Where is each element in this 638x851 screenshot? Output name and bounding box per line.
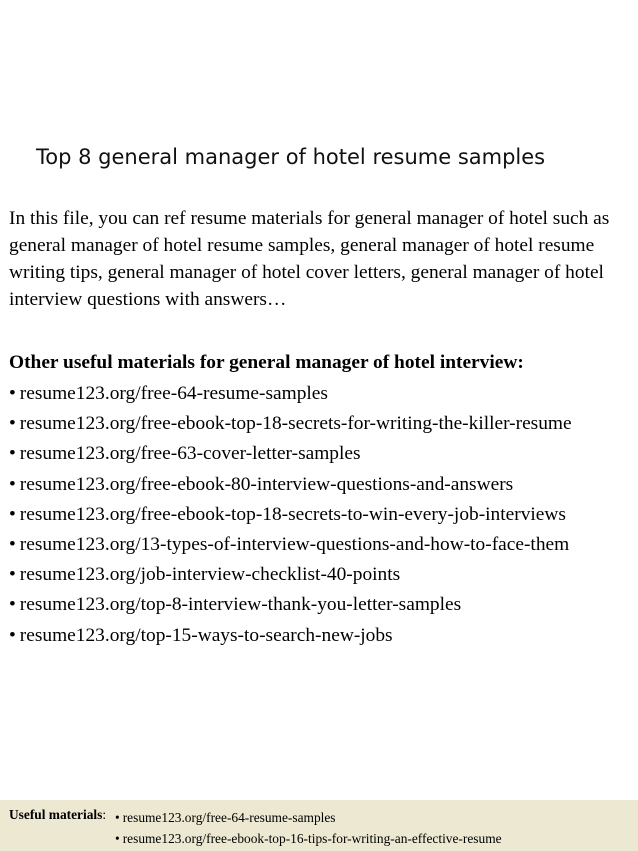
resource-link[interactable]: resume123.org/13-types-of-interview-questions-and-how-to-face-them xyxy=(19,534,570,556)
resource-link[interactable]: resume123.org/free-63-cover-letter-samples xyxy=(19,443,361,465)
footer-label-separator: : xyxy=(102,807,107,822)
materials-heading: Other useful materials for general manager of hotel interview: xyxy=(9,352,524,373)
footer-link[interactable]: resume123.org/free-64-resume-samples xyxy=(122,810,336,825)
list-item xyxy=(9,621,637,651)
list-item xyxy=(115,828,502,849)
footer-link-list xyxy=(115,807,502,849)
list-item xyxy=(9,500,637,530)
footer-bar xyxy=(0,800,638,851)
list-item xyxy=(9,439,637,469)
list-item xyxy=(9,470,637,500)
list-item xyxy=(115,807,502,828)
resource-link[interactable]: resume123.org/job-interview-checklist-40-points xyxy=(19,564,401,586)
list-item xyxy=(9,560,637,590)
list-item xyxy=(9,379,637,409)
footer-link[interactable]: resume123.org/free-ebook-top-16-tips-for-writing-an-effective-resume xyxy=(122,831,502,846)
bullet-icon: • xyxy=(9,594,16,616)
bullet-icon: • xyxy=(9,383,16,404)
bullet-icon: • xyxy=(9,473,16,495)
page-title: Top 8 general manager of hotel resume samples xyxy=(36,145,546,169)
list-item xyxy=(9,409,637,439)
footer-label-text: Useful materials xyxy=(9,807,103,822)
list-item xyxy=(9,590,637,620)
bullet-icon: • xyxy=(9,534,16,556)
list-item xyxy=(9,530,637,560)
resource-link[interactable]: resume123.org/free-ebook-top-18-secrets-to-win-every-job-interviews xyxy=(19,503,566,525)
resource-link[interactable]: resume123.org/free-ebook-80-interview-questions-and-answers xyxy=(19,473,514,495)
bullet-icon: • xyxy=(9,443,16,465)
resource-link[interactable]: resume123.org/free-ebook-top-18-secrets-for-writing-the-killer-resume xyxy=(19,413,572,435)
resource-link[interactable]: resume123.org/top-15-ways-to-search-new-jobs xyxy=(19,624,393,646)
bullet-icon: • xyxy=(115,810,120,825)
bullet-icon: • xyxy=(9,564,16,586)
intro-paragraph: In this file, you can ref resume materials for general manager of hotel such as general manager of hotel resume samples, general manager of hotel resume writing tips, general manager of hotel cover letters, general manager of hotel interview questions with answers… xyxy=(9,208,610,310)
bullet-icon: • xyxy=(115,831,120,846)
bullet-icon: • xyxy=(9,624,16,646)
footer-label xyxy=(9,807,106,823)
resource-link[interactable]: resume123.org/free-64-resume-samples xyxy=(19,383,328,404)
resource-link[interactable]: resume123.org/top-8-interview-thank-you-letter-samples xyxy=(19,594,462,616)
materials-link-list xyxy=(9,379,637,651)
bullet-icon: • xyxy=(9,413,16,435)
bullet-icon: • xyxy=(9,503,16,525)
